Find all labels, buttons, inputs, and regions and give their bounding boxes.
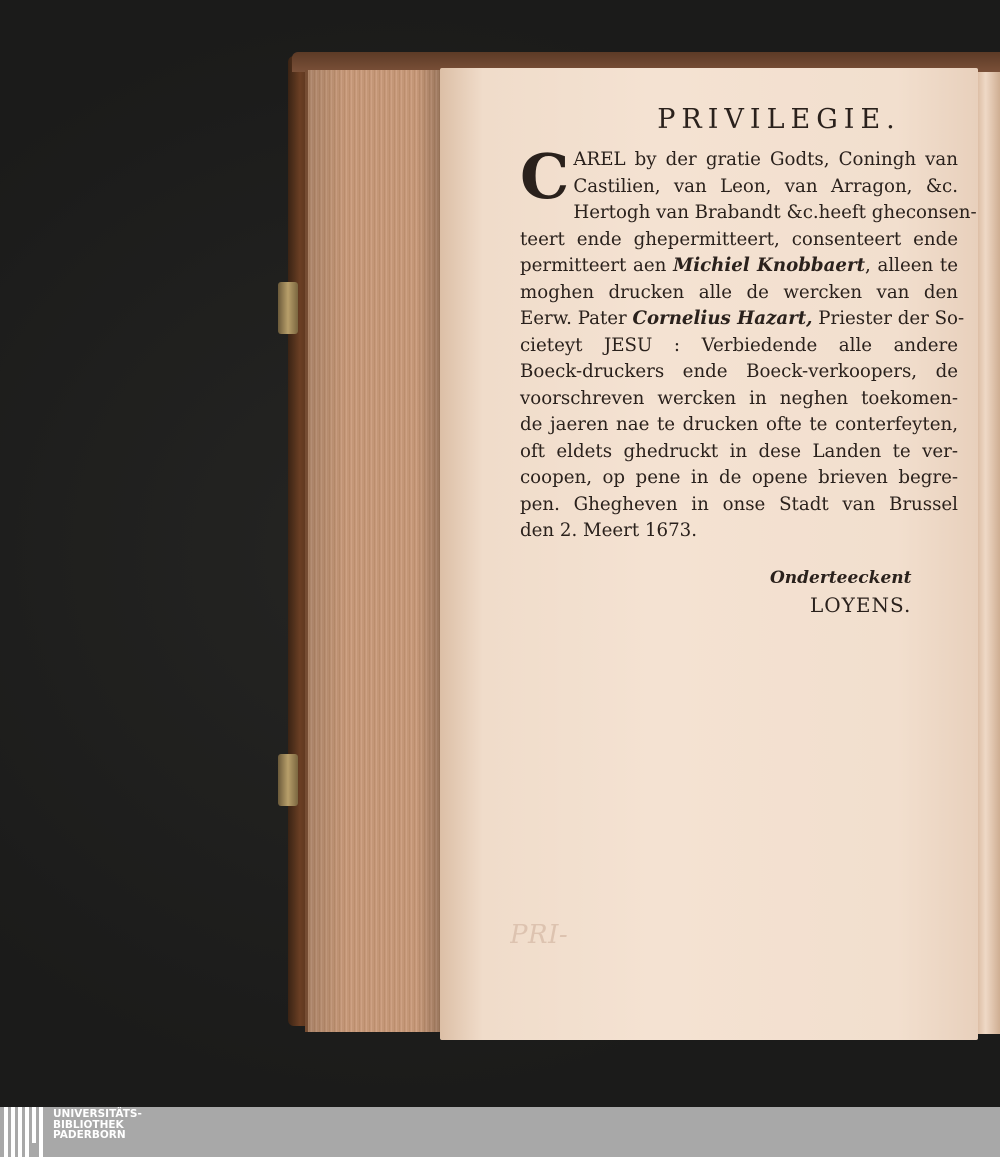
privilege-text bbox=[520, 104, 977, 545]
privilege-body bbox=[520, 140, 977, 545]
page-title: PRIVILEGIE. bbox=[657, 104, 901, 135]
library-logo-icon bbox=[4, 1107, 44, 1157]
signed-label: Onderteeckent bbox=[770, 568, 912, 588]
clasp-bottom bbox=[278, 754, 298, 806]
signed-name: LOYENS. bbox=[810, 593, 912, 617]
text-line: coopen, op pene in de opene brieven begre- bbox=[520, 467, 958, 488]
text-line: teert ende ghepermitteert, consenteert ende bbox=[520, 228, 958, 250]
text-line: pen. Ghegheven in onse Stadt van Brussel bbox=[520, 493, 958, 515]
text-line: voorschreven wercken in neghen toekomen- bbox=[520, 387, 958, 409]
text-line: Castilien, van Leon, van Arragon, &c. bbox=[573, 175, 958, 197]
page-edges-shade bbox=[305, 70, 445, 1032]
text-line: permitteert aen Michiel Knobbaert, alleen te bbox=[520, 255, 958, 276]
text-line: Hertogh van Brabandt &c.heeft gheconsen- bbox=[573, 202, 977, 223]
text-line: oft eldets ghedruckt in dese Landen te ver- bbox=[520, 440, 958, 462]
bleed-through-catchword: PRI- bbox=[510, 920, 569, 950]
text-line: den 2. Meert 1673. bbox=[520, 520, 698, 541]
library-logo-text: UNIVERSITÄTS- BIBLIOTHEK PADERBORN bbox=[53, 1108, 142, 1141]
clasp-top bbox=[278, 282, 298, 334]
text-line: moghen drucken alle de wercken van den bbox=[520, 281, 958, 303]
text-line: Boeck-druckers ende Boeck-verkoopers, de bbox=[520, 361, 958, 382]
drop-cap: C bbox=[520, 140, 570, 213]
next-page-edge bbox=[976, 72, 1000, 1034]
name-hazart: Cornelius Hazart, bbox=[632, 308, 813, 329]
text-line: AREL by der gratie Godts, Coningh van bbox=[573, 149, 958, 170]
text-line: Eerw. Pater Cornelius Hazart, Priester der So- bbox=[520, 308, 965, 329]
name-knobbaert: Michiel Knobbaert bbox=[673, 255, 865, 276]
text-line: de jaeren nae te drucken ofte te conterfeyten, bbox=[520, 414, 958, 435]
library-footer bbox=[0, 1107, 1000, 1157]
text-line: cieteyt JESU : Verbiedende alle andere bbox=[520, 334, 958, 356]
